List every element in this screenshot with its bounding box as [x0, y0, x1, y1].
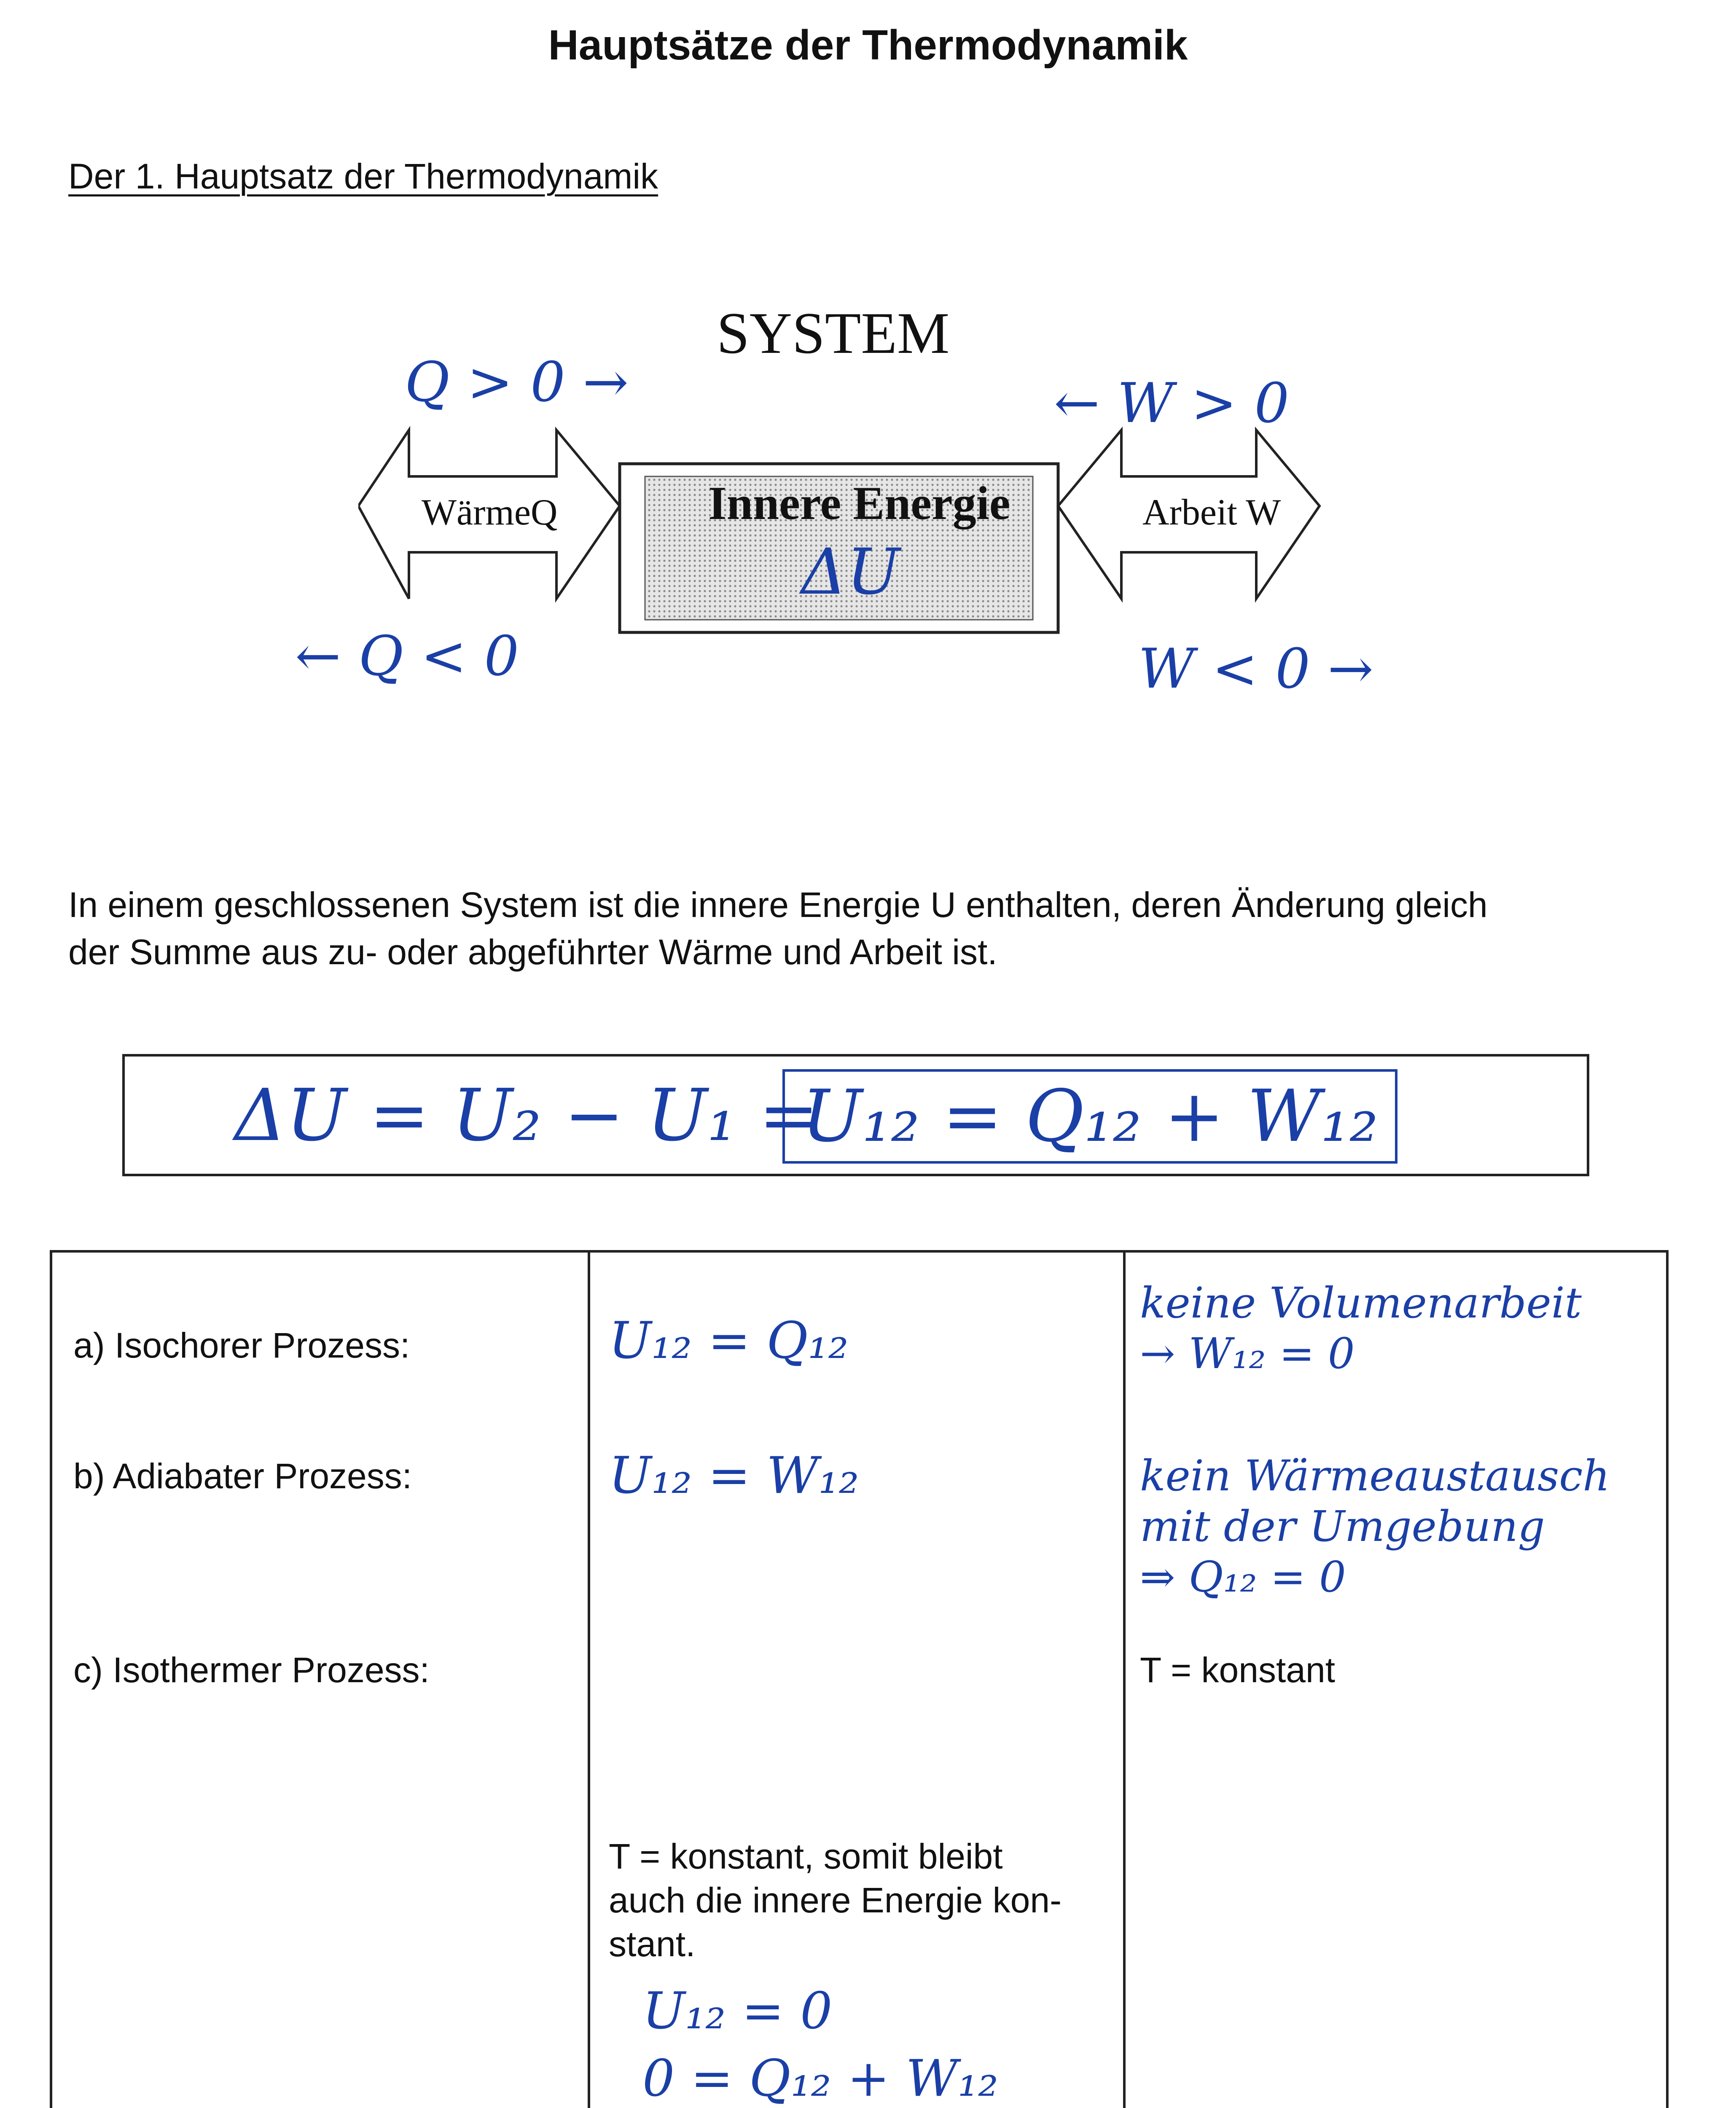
process-formula-isochor: U₁₂ = Q₁₂: [609, 1312, 849, 1370]
inner-energy-label: Innere Energie: [708, 477, 1010, 530]
system-label: SYSTEM: [717, 301, 950, 366]
column-divider: [1123, 1253, 1126, 2108]
process-label-isochor: a) Isochorer Prozess:: [73, 1326, 410, 1365]
process-label-isotherm: c) Isothermer Prozess:: [73, 1650, 430, 1690]
note-line: → W₁₂ = 0: [1140, 1329, 1355, 1378]
page-title: Hauptsätze der Thermodynamik: [548, 22, 1188, 69]
work-in-note: ← W > 0: [1054, 371, 1290, 435]
isotherm-eq-1: U₁₂ = 0: [642, 1982, 833, 2041]
column-divider: [588, 1253, 590, 2108]
heat-label: WärmeQ: [422, 492, 558, 533]
text-line: stant.: [609, 1924, 696, 1964]
formula-boxed: U₁₂ = Q₁₂ + W₁₂: [782, 1069, 1397, 1164]
formula-box: [122, 1054, 1589, 1176]
section-heading: Der 1. Hauptsatz der Thermodynamik: [68, 156, 658, 196]
isotherm-eq-2: 0 = Q₁₂ + W₁₂: [642, 2049, 999, 2108]
text-line: T = konstant, somit bleibt: [609, 1836, 1003, 1876]
intro-paragraph: [68, 881, 1670, 976]
work-label: Arbeit W: [1142, 492, 1281, 533]
heat-in-note: Q > 0 →: [405, 350, 629, 414]
process-table: [50, 1250, 1669, 2108]
process-note-isochor: [1140, 1278, 1582, 1379]
process-label-adiabat: b) Adiabater Prozess:: [73, 1456, 412, 1496]
intro-line: In einem geschlossenen System ist die innere Energie U enthalten, deren Änderung gleich: [68, 885, 1488, 925]
delta-u-note: ΔU: [801, 535, 900, 609]
note-line: ⇒ Q₁₂ = 0: [1140, 1552, 1346, 1602]
note-line: keine Volumenarbeit: [1140, 1278, 1582, 1328]
heat-out-note: ← Q < 0: [295, 624, 519, 688]
process-note-isotherm: T = konstant: [1140, 1650, 1336, 1690]
work-out-note: W < 0 →: [1138, 637, 1374, 701]
process-note-adiabat: [1140, 1451, 1610, 1603]
process-formula-adiabat: U₁₂ = W₁₂: [609, 1447, 859, 1505]
text-line: auch die innere Energie kon-: [609, 1880, 1062, 1920]
intro-line: der Summe aus zu- oder abgeführter Wärme und Arbeit ist.: [68, 932, 997, 972]
formula-left: ΔU = U₂ − U₁ =: [234, 1074, 819, 1157]
process-text-isotherm: [609, 1834, 1061, 1966]
note-line: mit der Umgebung: [1140, 1502, 1545, 1551]
note-line: kein Wärmeaustausch: [1140, 1451, 1610, 1500]
